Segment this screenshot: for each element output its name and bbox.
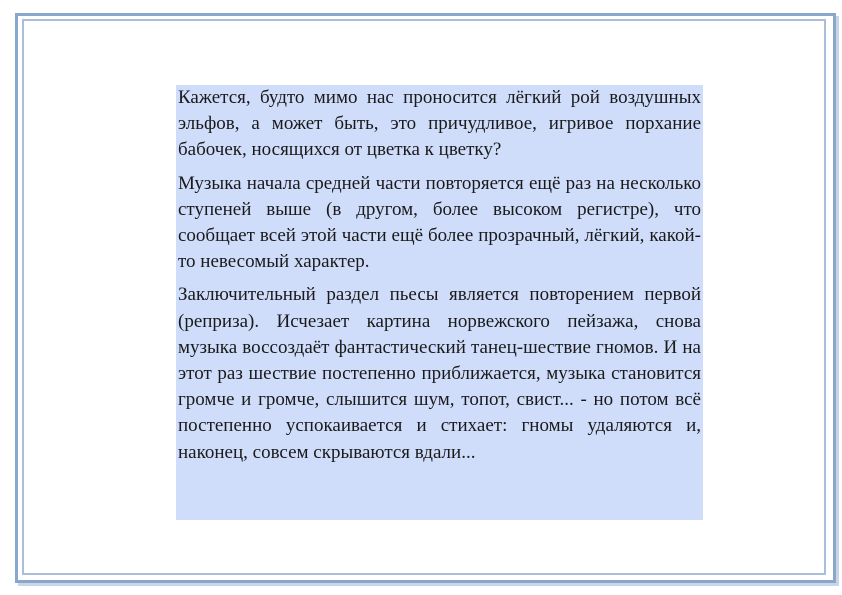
paragraph-middle-section: Музыка начала средней части повторяется ещё раз на несколько ступеней выше (в другом, более высоком регистре), что сообщает всей этой части ещё более прозрачный, лёгкий, какой-то невесомый характер.: [178, 172, 701, 273]
paragraph-reprise: Заключительный раздел пьесы является повторением первой (реприза). Исчезает картина норвежского пейзажа, снова музыка воссоздаёт фантастический танец-шествие гномов. И на этот раз шествие постепенно приближается, музыка становится громче и громче, слышится шум, топот, свист... - но потом всё постепенно успокаивается и стихает: гномы удаляются и, наконец, совсем скрываются вдали...: [178, 284, 701, 463]
paragraph-elves: Кажется, будто мимо нас проносится лёгкий рой воздушных эльфов, а может быть, это причудливое, игривое порхание бабочек, носящихся от цветка к цветку?: [178, 87, 701, 161]
frame-shadow-right: [836, 16, 839, 586]
text-box: [176, 85, 703, 520]
frame-shadow-bottom: [18, 583, 839, 586]
